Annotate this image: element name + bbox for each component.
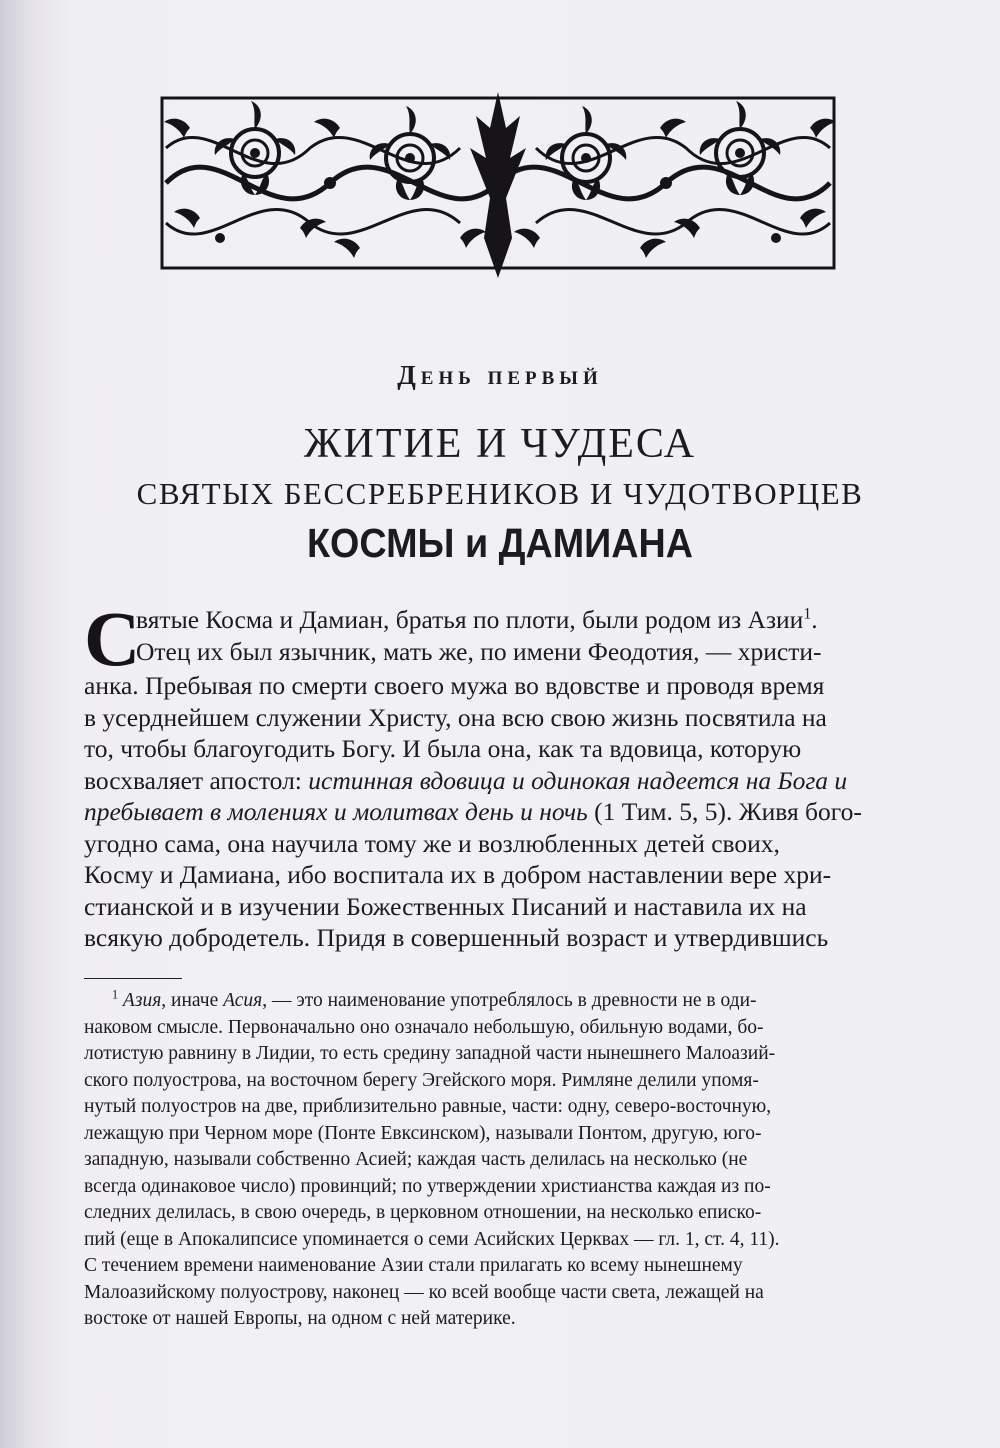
- body-line: Косму и Дамиана, ибо воспитала их в добром наставлении вере хри-: [84, 860, 832, 889]
- body-line: восхваляет апостол: истинная вдовица и одинокая надеется на Бога и: [84, 765, 848, 795]
- footnote-number: 1: [112, 987, 119, 1002]
- footnote-line: всегда одинаковое число) провинций; по утверждении христианства каждая из по-: [84, 1175, 771, 1197]
- title-line-2: СВЯТЫХ БЕССРЕБРЕНИКОВ И ЧУДОТВОРЦЕВ: [136, 476, 864, 511]
- ornamental-headpiece: [160, 88, 836, 282]
- footnote-line: ского полуострова, на восточном берегу Эгейского моря. Римляне делили упомя-: [84, 1069, 759, 1091]
- footnote-line: Малоазийскому полуострову, наконец — ко всей вообще части света, лежащей на: [84, 1281, 764, 1303]
- body-line: в усерднейшем служении Христу, она всю свою жизнь посвятила на: [84, 702, 827, 732]
- footnote-line: лежащую при Черном море (Понте Евксинском), называли Понтом, другую, юго-: [84, 1122, 762, 1144]
- footnote-ref: 1: [803, 605, 812, 623]
- body-text: [84, 595, 884, 954]
- body-line: Отец их был язычник, мать же, по имени Феодотия, — христи-: [136, 636, 822, 666]
- footnote-line: наковом смысле. Первоначально оно означало небольшую, обильную водами, бо-: [84, 1016, 764, 1038]
- footnote-line: лотистую равнину в Лидии, то есть средину западной части нынешнего Малоазий-: [84, 1043, 776, 1064]
- footnote-term: Асия: [223, 990, 263, 1011]
- footnote-line: западную, называли собственно Асией; каждая часть делилась на несколько (не: [84, 1149, 748, 1170]
- footnote-line: востоке от нашей Европы, на одном с ней материке.: [84, 1308, 516, 1329]
- body-line: всякую добродетель. Придя в совершенный возраст и утвердившись: [84, 923, 829, 952]
- scripture-quote: истинная вдовица и одинокая надеется на Бога и: [308, 765, 848, 795]
- body-line: анка. Пребывая по смерти своего мужа во вдовстве и проводя время: [84, 671, 825, 700]
- body-line: стианской и в изучении Божественных Писаний и наставила их на: [84, 891, 807, 921]
- body-line: угодно сама, она научила тому же и возлюбленных детей своих,: [84, 828, 780, 858]
- body-line: то, чтобы благоугодить Богу. И была она, как та вдовица, которую: [84, 734, 802, 763]
- day-heading: День первый: [397, 360, 603, 390]
- drop-cap: С: [84, 595, 141, 682]
- footnote-rule: [84, 978, 182, 979]
- body-line: вятые Косма и Дамиан, братья по плоти, были родом из Азии$^1$.: [136, 605, 818, 634]
- footnote-line: пий (еще в Апокалипсисе упоминается о семи Асийских Церквах — гл. 1, ст. 4, 11).: [84, 1228, 780, 1250]
- scripture-quote: пребывает в молениях и молитвах день и ночь: [84, 797, 588, 826]
- footnote: [84, 988, 884, 1333]
- footnote-line: нутый полуостров на две, приблизительно равные, части: одну, северо-восточную,: [84, 1096, 772, 1117]
- body-line: пребывает в молениях и молитвах день и ночь (1 Тим. 5, 5). Живя бого-: [84, 797, 862, 826]
- footnote-line: $^1$ Азия, иначе Асия, — это наименование употреблялось в древности не в оди-: [112, 987, 757, 1011]
- footnote-term: Азия: [122, 990, 162, 1011]
- footnote-line: следних делилась, в свою очередь, в церковном отношении, на несколько еписко-: [84, 1202, 762, 1223]
- footnote-line: С течением времени наименование Азии стали прилагать ко всему нынешнему: [84, 1255, 743, 1276]
- title-line-1: ЖИТИЕ И ЧУДЕСА: [303, 421, 697, 467]
- title-line-3: КОСМЫ и ДАМИАНА: [307, 520, 693, 566]
